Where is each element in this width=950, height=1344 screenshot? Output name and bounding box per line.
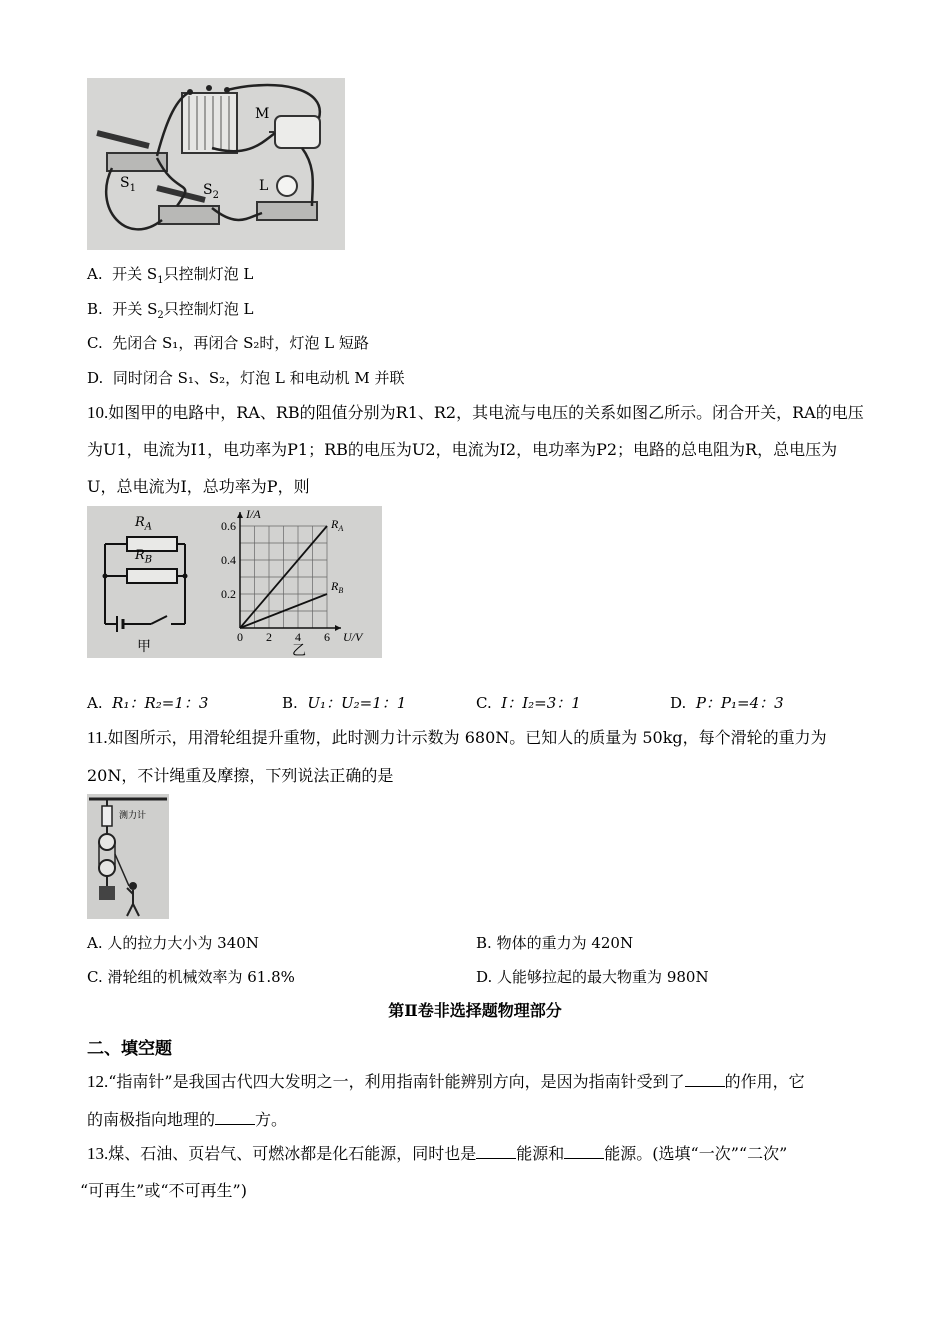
q11-stem-line2: 20N，不计绳重及摩擦，下列说法正确的是 bbox=[87, 766, 394, 785]
q10-stem-line2: 为U1，电流为I1，电功率为P1；RB的电压为U2，电流为I2，电功率为P2；电路的总电阻为R，总电压为 bbox=[87, 440, 838, 459]
answer-blank[interactable] bbox=[476, 1157, 516, 1159]
q11-option-a: A. 人的拉力大小为 340N bbox=[87, 934, 259, 952]
q11-stem-line1: 11.如图所示，用滑轮组提升重物，此时测力计示数为 680N。已知人的质量为 50kg，每个滑轮的重力为 bbox=[87, 728, 827, 747]
q10-stem-line3: U，总电流为I，总功率为P，则 bbox=[87, 477, 310, 496]
q11-option-c: C. 滑轮组的机械效率为 61.8% bbox=[87, 968, 295, 986]
q11-option-d: D. 人能够拉起的最大物重为 980N bbox=[476, 968, 709, 986]
q13-line2: “可再生”或“不可再生”) bbox=[80, 1181, 247, 1200]
x-tick-label: 2 bbox=[266, 630, 272, 644]
q11-option-b: B. 物体的重力为 420N bbox=[476, 934, 634, 952]
section-subtitle: 二、填空题 bbox=[87, 1039, 172, 1059]
q10-option-c: C. I：I₂=3：1 bbox=[476, 694, 581, 712]
q10-option-a: A. R₁：R₂=1：3 bbox=[87, 694, 209, 712]
q13-line1: 13.煤、石油、页岩气、可燃冰都是化石能源，同时也是 能源和 能源。(选填“一次”“二次” bbox=[87, 1144, 788, 1163]
switch-s2-label: $S_2$ bbox=[203, 182, 219, 201]
y-tick-label: 0.6 bbox=[221, 519, 236, 533]
answer-blank[interactable] bbox=[564, 1157, 604, 1159]
q9-option-b: B. 开关 $S_2$只控制灯泡 L bbox=[87, 300, 254, 321]
x-tick-label: 4 bbox=[295, 630, 301, 644]
rb-resistor-label: $R_B$ bbox=[135, 548, 153, 566]
switch-s1-label: $S_1$ bbox=[120, 175, 136, 194]
force-gauge-label: 测力计 bbox=[119, 811, 147, 821]
x-tick-label: 0 bbox=[237, 630, 243, 644]
x-axis-label: U/V bbox=[343, 630, 363, 644]
q10-option-b: B. U₁：U₂=1：1 bbox=[282, 694, 407, 712]
pulley-figure bbox=[87, 794, 169, 919]
q9-option-c: C. 先闭合 S₁，再闭合 S₂时，灯泡 L 短路 bbox=[87, 334, 369, 352]
y-tick-label: 0.4 bbox=[221, 553, 236, 567]
figure-jia-label: 甲 bbox=[137, 639, 151, 655]
series-label-rb: $R_B$ bbox=[331, 579, 344, 595]
y-axis-label: I/A bbox=[246, 507, 261, 521]
y-tick-label: 0.2 bbox=[221, 587, 236, 601]
q12-line1: 12.“指南针”是我国古代四大发明之一，利用指南针能辨别方向，是因为指南针受到了 的作用，它 bbox=[87, 1072, 805, 1091]
q12-line2: 的南极指向地理的 方。 bbox=[87, 1110, 288, 1129]
series-label-ra: $R_A$ bbox=[331, 517, 344, 533]
x-tick-label: 6 bbox=[324, 630, 330, 644]
q10-option-d: D. P：P₁=4：3 bbox=[670, 694, 784, 712]
q10-stem-line1: 10.如图甲的电路中，RA、RB的阻值分别为R1、R2，其电流与电压的关系如图乙所示。闭合开关，RA的电压 bbox=[87, 403, 864, 422]
q9-option-d: D. 同时闭合 S₁、S₂，灯泡 L 和电动机 M 并联 bbox=[87, 369, 405, 387]
answer-blank[interactable] bbox=[685, 1085, 725, 1087]
section-title: 第Ⅱ卷非选择题物理部分 bbox=[388, 1001, 562, 1020]
circuit-photo bbox=[87, 78, 345, 250]
q10-figure bbox=[87, 506, 382, 658]
q9-option-a: A. 开关 $S_1$只控制灯泡 L bbox=[87, 265, 254, 286]
lamp-label: L bbox=[259, 178, 269, 194]
ra-resistor-label: $R_A$ bbox=[135, 515, 153, 533]
motor-label: M bbox=[255, 106, 270, 122]
figure-yi-label: 乙 bbox=[292, 643, 306, 658]
answer-blank[interactable] bbox=[215, 1123, 255, 1125]
